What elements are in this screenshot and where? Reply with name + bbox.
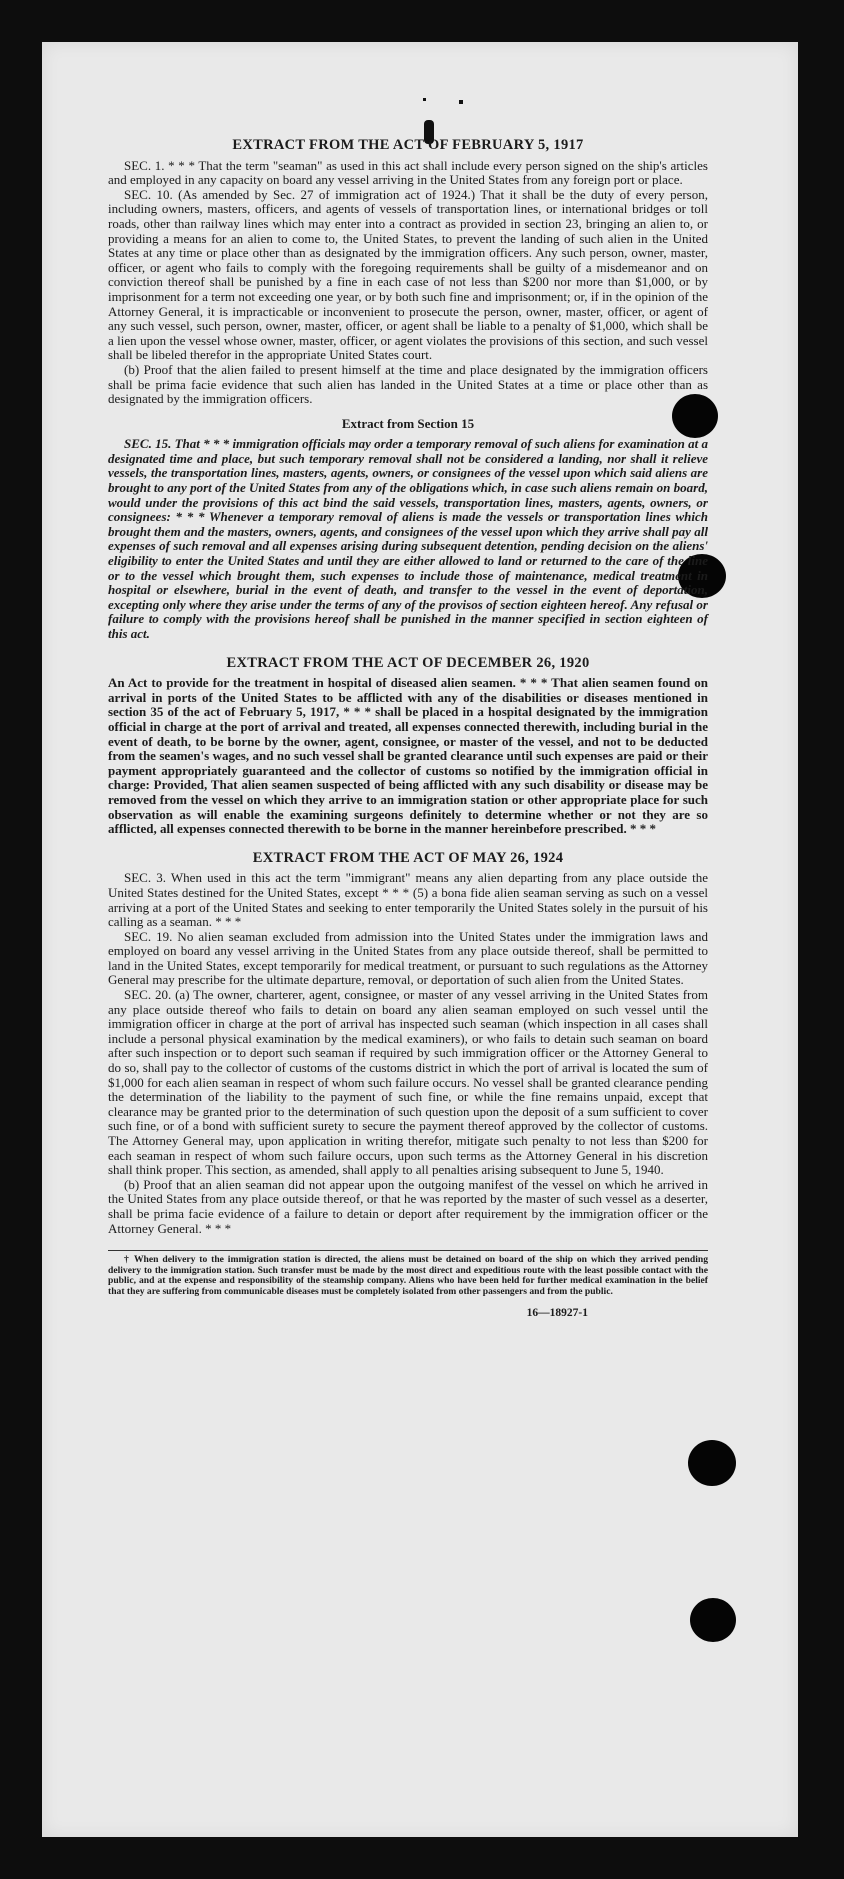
form-number: 16—18927-1 <box>526 1306 588 1319</box>
heading-section-15: Extract from Section 15 <box>341 415 475 431</box>
punch-hole <box>688 1440 736 1486</box>
paragraph-act-1920: An Act to provide for the treatment in hospital of diseased alien seamen. * * * That alien seamen found on arrival in ports of the United States to be afflicted with any of the disabilities or diseases mentioned in section 35 of the act of February 5, 1917, * * * shall be placed in a hospital designated by the immigration official in charge at the port of arrival and treated, all expenses connected therewith, including burial in the event of death, to be borne by the owner, agent, consignee, or master of the vessel, and not to be deducted from the seamen's wages, and no such vessel shall be granted clearance until such expenses are paid or their payment appropriately guaranteed and the collector of customs so notified by the immigration official in charge: Provided, That alien seamen suspected of being afflicted with any such disability or disease may be removed from the vessel on which they arrive to an immigration station or other appropriate place for such observation as will enable the examining surgeons definitely to determine whether or not they are so afflicted, all expenses connected therewith to be borne in the manner hereinbefore prescribed. * * * <box>108 675 708 837</box>
paragraph-sec-1: SEC. 1. * * * That the term "seaman" as used in this act shall include every person signed on the ship's articles and employed in any capacity on board any vessel arriving in the United States from any foreign port or place. <box>108 157 708 188</box>
paragraph-sec-10: SEC. 10. (As amended by Sec. 27 of immigration act of 1924.) That it shall be the duty of every person, including owners, masters, officers, and agents of vessels of transportation lines, or international bridges or toll roads, other than railway lines which may enter into a contract as provided in section 23, bringing an alien to, or providing a means for an alien to come to, the United States, to prevent the landing of such alien in the United States at any time or place other than as designated by the immigration officers. Any such person, owner, master, officer, or agent who fails to comply with the foregoing requirements shall be guilty of a misdemeanor and on conviction thereof shall be punished by a fine in each case of not less than $200 nor more than $1,000, or by imprisonment for a term not exceeding one year, or by both such fine and imprisonment; or, if in the opinion of the Attorney General, it is impracticable or inconvenient to prosecute the person, owner, master, officer, or agent of any such vessel, such person, owner, master, officer, or agent shall be liable to a penalty of $1,000, which shall be a lien upon the vessel whose owner, master, officer, or agent violates the provisions of this section, and such vessel shall be libeled therefor in the appropriate United States court. <box>108 186 708 363</box>
heading-act-1924: EXTRACT FROM THE ACT OF MAY 26, 1924 <box>252 849 564 866</box>
heading-act-1917: EXTRACT FROM THE ACT OF FEBRUARY 5, 1917 <box>232 137 584 153</box>
punch-hole <box>690 1598 736 1642</box>
document-body <box>108 138 708 1320</box>
ink-mark <box>459 100 463 104</box>
paragraph-sec-19: SEC. 19. No alien seaman excluded from admission into the United States under the immigration laws and employed on board any vessel arriving in the United States from any place outside thereof, shall be permitted to land in the United States, except temporarily for medical treatment, or pursuant to such regulations as the Attorney General may prescribe for the ultimate departure, removal, or deportation of such alien from the United States. <box>108 928 708 988</box>
paragraph-sec-10-b: (b) Proof that the alien failed to present himself at the time and place designated by the immigration officers shall be prima facie evidence that such alien has landed in the United States at a time or place other than as designated by the immigration officers. <box>108 361 708 407</box>
paragraph-sec-15: SEC. 15. That * * * immigration officials may order a temporary removal of such aliens for examination at a designated time and place, but such temporary removal shall not be considered a landing, nor shall it relieve vessels, the transportation lines, masters, agents, owners, or consignees of the vessel upon which said aliens are brought to any port of the United States from any of the obligations which, in case such aliens remain on board, would under the provisions of this act bind the said vessels, transportation lines, masters, agents, owners, or consignees: * * * Whenever a temporary removal of aliens is made the vessels or transportation lines which brought them and the masters, owners, agents, and consignees of the vessel upon which they arrive shall pay all expenses of such removal and all expenses arising during subsequent detention, pending decision on the aliens' eligibility to enter the United States and until they are either allowed to land or returned to the care of the line or to the vessel which brought them, such expenses to include those of maintenance, medical treatment in hospital or elsewhere, burial in the event of death, and transfer to the vessel in the event of deportation, excepting only where they arise under the terms of any of the provisos of section eighteen hereof. Any refusal or failure to comply with the provisions hereof shall be punished in the manner specified in section eighteen of this act. <box>108 436 708 641</box>
footnote-divider <box>108 1250 708 1251</box>
footnote: † When delivery to the immigration station is directed, the aliens must be detained on board of the ship on which they arrived pending delivery to the immigration station. Such transfer must be made by the most direct and expeditious route with the least possible contact with the public, and at the expense and responsibility of the steamship company. Aliens who have been held for further medical examination in the belief that they are suffering from communicable diseases must be completely isolated from other passengers and from the public. <box>108 1254 708 1297</box>
paragraph-sec-20-a: SEC. 20. (a) The owner, charterer, agent, consignee, or master of any vessel arriving in the United States from any place outside thereof who fails to detain on board any alien seaman employed on such vessel until the immigration officer in charge at the port of arrival has inspected such seaman (which inspection in all cases shall include a personal physical examination by the medical examiners), or who fails to detain such seaman on board after such inspection or to deport such seaman if required by such immigration officer or the Attorney General to do so, shall pay to the collector of customs of the customs district in which the port of arrival is located the sum of $1,000 for each alien seaman in respect of whom such failure occurs. No vessel shall be granted clearance pending the determination of the liability to the payment of such fine, or while the fine remains unpaid, except that clearance may be granted prior to the determination of such question upon the deposit of a sum sufficient to cover such fine, or of a bond with sufficient surety to secure the payment thereof approved by the collector of customs. The Attorney General may, upon application in writing therefor, mitigate such penalty to not less than $200 for each seaman in respect of whom such failure occurs, upon such terms as the Attorney General in his discretion shall think proper. This section, as amended, shall apply to all penalties arising subsequent to June 5, 1940. <box>108 987 708 1178</box>
ink-mark <box>423 98 426 101</box>
heading-act-1920: EXTRACT FROM THE ACT OF DECEMBER 26, 1920 <box>226 654 590 671</box>
paragraph-sec-20-b: (b) Proof that an alien seaman did not appear upon the outgoing manifest of the vessel on which he arrived in the United States from any place outside thereof, or that he was reported by the master of such vessel as a deserter, shall be prima facie evidence of a failure to detain or deport after requirement by the immigration officer or the Attorney General. * * * <box>108 1176 708 1236</box>
document-page <box>42 42 798 1837</box>
paragraph-sec-3: SEC. 3. When used in this act the term "immigrant" means any alien departing from any place outside the United States destined for the United States, except * * * (5) a bona fide alien seaman serving as such on a vessel arriving at a port of the United States and seeking to enter temporarily the United States solely in the pursuit of his calling as a seaman. * * * <box>108 870 708 930</box>
